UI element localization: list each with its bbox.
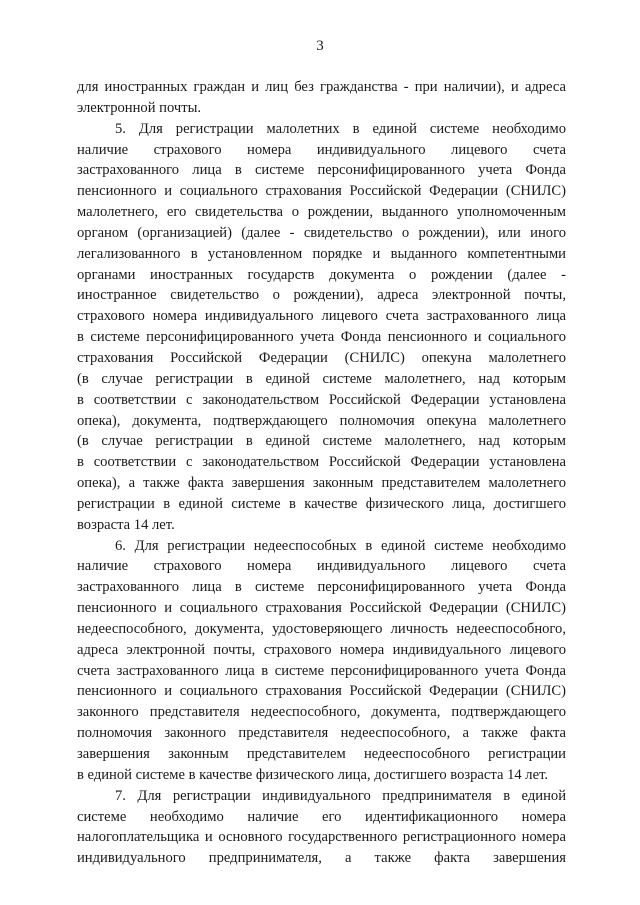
text-line: индивидуального предпринимателя, а также факта завершения — [77, 850, 566, 867]
text-line: для иностранных граждан и лиц без гражданства - при наличии), и адреса — [77, 79, 566, 95]
text-line: наличие страхового номера индивидуального лицевого счета — [77, 558, 566, 575]
text-line: законного представителя недееспособного, документа, подтверждающего — [77, 704, 566, 721]
text-line: иностранное свидетельство о рождении), адреса электронной почты, — [77, 287, 566, 304]
text-line: застрахованного лица в системе персонифицированного учета Фонда — [77, 579, 566, 596]
text-line: регистрации в единой системе в качестве физического лица, достигшего — [77, 495, 566, 512]
text-line: легализованного в установленном порядке и выданного компетентными — [77, 245, 566, 262]
text-line: счета застрахованного лица в системе персонифицированного учета Фонда — [77, 662, 566, 679]
text-line: пенсионного и социального страхования Российской Федерации (СНИЛС) — [77, 183, 566, 200]
document-body — [77, 77, 566, 869]
text-line: наличие страхового номера индивидуального лицевого счета — [77, 141, 566, 158]
text-line: недееспособного, документа, удостоверяющего личность недееспособного, — [77, 620, 566, 637]
text-line: электронной почты. — [77, 99, 202, 116]
text-line: 7. Для регистрации индивидуального предпринимателя в единой — [115, 787, 566, 804]
text-line: малолетнего, его свидетельства о рождении, выданного уполномоченным — [77, 204, 566, 221]
text-line: пенсионного и социального страхования Российской Федерации (СНИЛС) — [77, 600, 566, 617]
text-line: опека), а также факта завершения законным представителем малолетнего — [77, 475, 566, 492]
text-line: налогоплательщика и основного государственного регистрационного номера — [77, 829, 566, 846]
text-line: застрахованного лица в системе персонифицированного учета Фонда — [77, 162, 566, 179]
text-line: завершения законным представителем недееспособного регистрации — [77, 746, 566, 762]
text-line: органом (организацией) (далее - свидетельство о рождении), или иного — [77, 224, 566, 241]
text-line: 6. Для регистрации недееспособных в единой системе необходимо — [115, 537, 566, 554]
text-line: системе необходимо наличие его идентификационного номера — [77, 808, 566, 825]
text-line: страхования Российской Федерации (СНИЛС) опекуна малолетнего — [77, 349, 566, 366]
page-number: 3 — [316, 38, 324, 54]
text-line: адреса электронной почты, страхового номера индивидуального лицевого — [77, 641, 566, 658]
text-line: 5. Для регистрации малолетних в единой системе необходимо — [115, 120, 566, 137]
text-line: пенсионного и социального страхования Российской Федерации (СНИЛС) — [77, 683, 566, 700]
text-line: органами иностранных государств документа о рождении (далее - — [77, 266, 566, 283]
text-line: возраста 14 лет. — [77, 516, 175, 533]
text-line: (в случае регистрации в единой системе малолетнего, над которым — [77, 370, 566, 387]
text-line: в единой системе в качестве физического лица, достигшего возраста 14 лет. — [77, 766, 548, 783]
text-line: страхового номера индивидуального лицевого счета застрахованного лица — [77, 308, 566, 325]
text-line: в соответствии с законодательством Российской Федерации установлена — [77, 391, 566, 408]
text-line: в системе персонифицированного учета Фонда пенсионного и социального — [77, 329, 566, 346]
text-line: полномочия законного представителя недееспособного, а также факта — [77, 725, 566, 742]
text-line: в соответствии с законодательством Российской Федерации установлена — [77, 454, 566, 471]
text-line: опека), документа, подтверждающего полномочия опекуна малолетнего — [77, 412, 566, 429]
text-line: (в случае регистрации в единой системе малолетнего, над которым — [77, 433, 566, 450]
